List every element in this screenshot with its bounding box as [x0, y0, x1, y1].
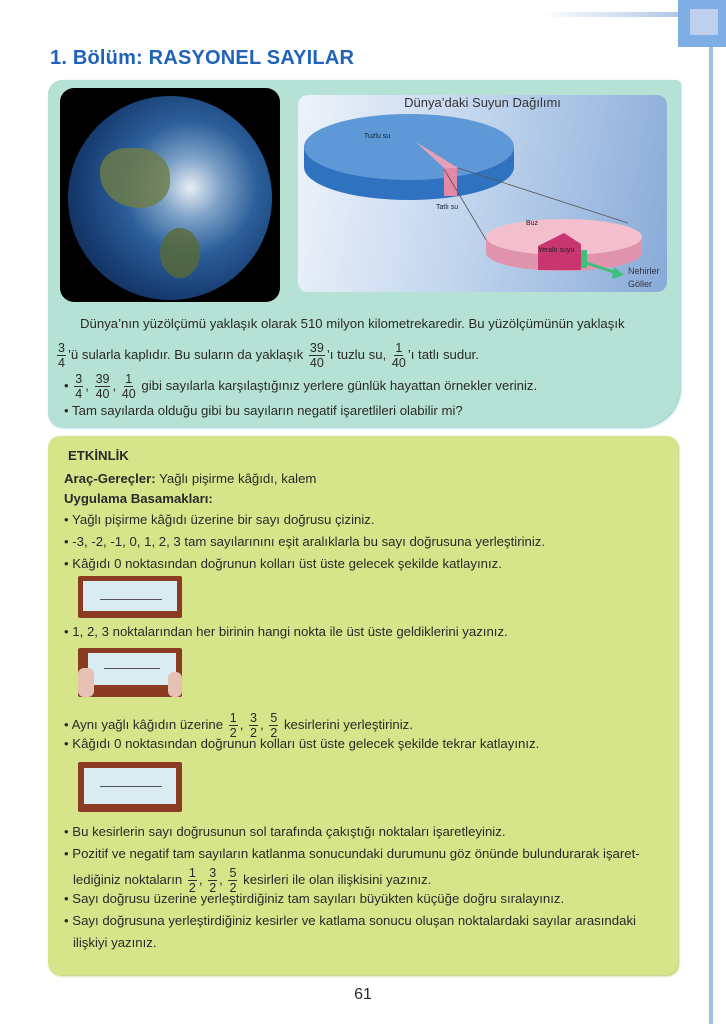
corner-decoration — [540, 12, 690, 17]
tools-line: Araç-Gereçler: Yağlı pişirme kâğıdı, kalem — [64, 471, 317, 486]
step-7: • Bu kesirlerin sayı doğrusunun sol tarafında çakıştığı noktaları işaretleyiniz. — [64, 824, 506, 839]
corner-square-inner — [690, 9, 718, 35]
number-line-photo-2 — [78, 648, 182, 697]
fraction-39-40: $\frac{39}{40}$ — [309, 341, 324, 370]
salt-water-slice — [304, 114, 514, 180]
activity-heading: ETKİNLİK — [68, 448, 129, 463]
corner-vertical-line — [709, 47, 713, 1024]
page-number: 61 — [354, 986, 372, 1003]
label-salt-water: Tuzlu su — [364, 133, 391, 140]
chart-title: Dünya’daki Suyun Dağılımı — [404, 95, 561, 110]
intro-bullet-1: • $\frac{3}{4}$ , $\frac{39}{40}$ , $\frac{1}{40}$ gibi sayılarla karşılaştığınız yerlere günlük hayattan örnekler veriniz. — [64, 372, 538, 401]
number-line-photo-3 — [78, 762, 182, 812]
earth-photo — [60, 88, 280, 302]
step-10-cont: ilişkiyi yazınız. — [73, 935, 157, 950]
water-distribution-chart — [298, 95, 667, 292]
pie-chart-graphic — [298, 95, 667, 292]
step-3: • Kâğıdı 0 noktasından doğrunun kolları üst üste gelecek şekilde katlayınız. — [64, 556, 502, 571]
number-line-photo-1 — [78, 576, 182, 618]
step-10: • Sayı doğrusuna yerleştirdiğiniz kesirler ve katlama sonucu oluşan noktalardaki sayılar arasındaki — [64, 913, 636, 928]
intro-paragraph-line1: Dünya’nın yüzölçümü yaklaşık olarak 510 milyon kilometrekaredir. Bu yüzölçümünün yaklaşık — [80, 316, 625, 331]
rivers-lakes-slice — [581, 250, 587, 268]
fraction-1-40: $\frac{1}{40}$ — [391, 341, 406, 370]
step-6: • Kâğıdı 0 noktasından doğrunun kolları üst üste gelecek şekilde tekrar katlayınız. — [64, 736, 540, 751]
step-8: • Pozitif ve negatif tam sayıların katlanma sonucundaki durumunu göz önünde bulundurarak işaret- — [64, 846, 640, 861]
label-groundwater: Yeraltı suyu — [538, 247, 575, 254]
step-8-cont: lediğiniz noktaların $\frac{1}{2}$ , $\frac{3}{2}$ , $\frac{5}{2}$ kesirleri ile olan ilişkisini yazınız. — [73, 866, 432, 895]
page-title: 1. Bölüm: RASYONEL SAYILAR — [50, 47, 355, 69]
label-lakes: Göller — [628, 279, 653, 289]
intro-bullet-2: • Tam sayılarda olduğu gibi bu sayıların negatif işaretlileri olabilir mi? — [64, 403, 463, 418]
steps-heading: Uygulama Basamakları: — [64, 491, 213, 506]
step-2: • -3, -2, -1, 0, 1, 2, 3 tam sayılarınını eşit aralıklarla bu sayı doğrusuna yerleştiriniz. — [64, 534, 546, 549]
label-fresh-water: Tatlı su — [436, 204, 459, 211]
fraction-3-4: $\frac{3}{4}$ — [58, 341, 65, 370]
label-rivers: Nehirler — [628, 266, 660, 276]
intro-paragraph-line2: $\frac{3}{4}$ ’ü sularla kaplıdır. Bu suların da yaklaşık $\frac{39}{40}$ ’ı tuzlu su, $\frac{1}{40}$ ’ı tatlı sudur. — [58, 341, 479, 370]
step-5: • Aynı yağlı kâğıdın üzerine $\frac{1}{2}$ , $\frac{3}{2}$ , $\frac{5}{2}$ kesirlerini yerleştiriniz. — [64, 711, 413, 740]
step-9: • Sayı doğrusu üzerine yerleştirdiğiniz tam sayıları büyükten küçüğe doğru sıralayınız. — [64, 891, 565, 906]
label-ice: Buz — [526, 220, 539, 227]
step-1: • Yağlı pişirme kâğıdı üzerine bir sayı doğrusu çiziniz. — [64, 512, 375, 527]
step-4: • 1, 2, 3 noktalarından her birinin hangi nokta ile üst üste geldiklerini yazınız. — [64, 624, 508, 639]
